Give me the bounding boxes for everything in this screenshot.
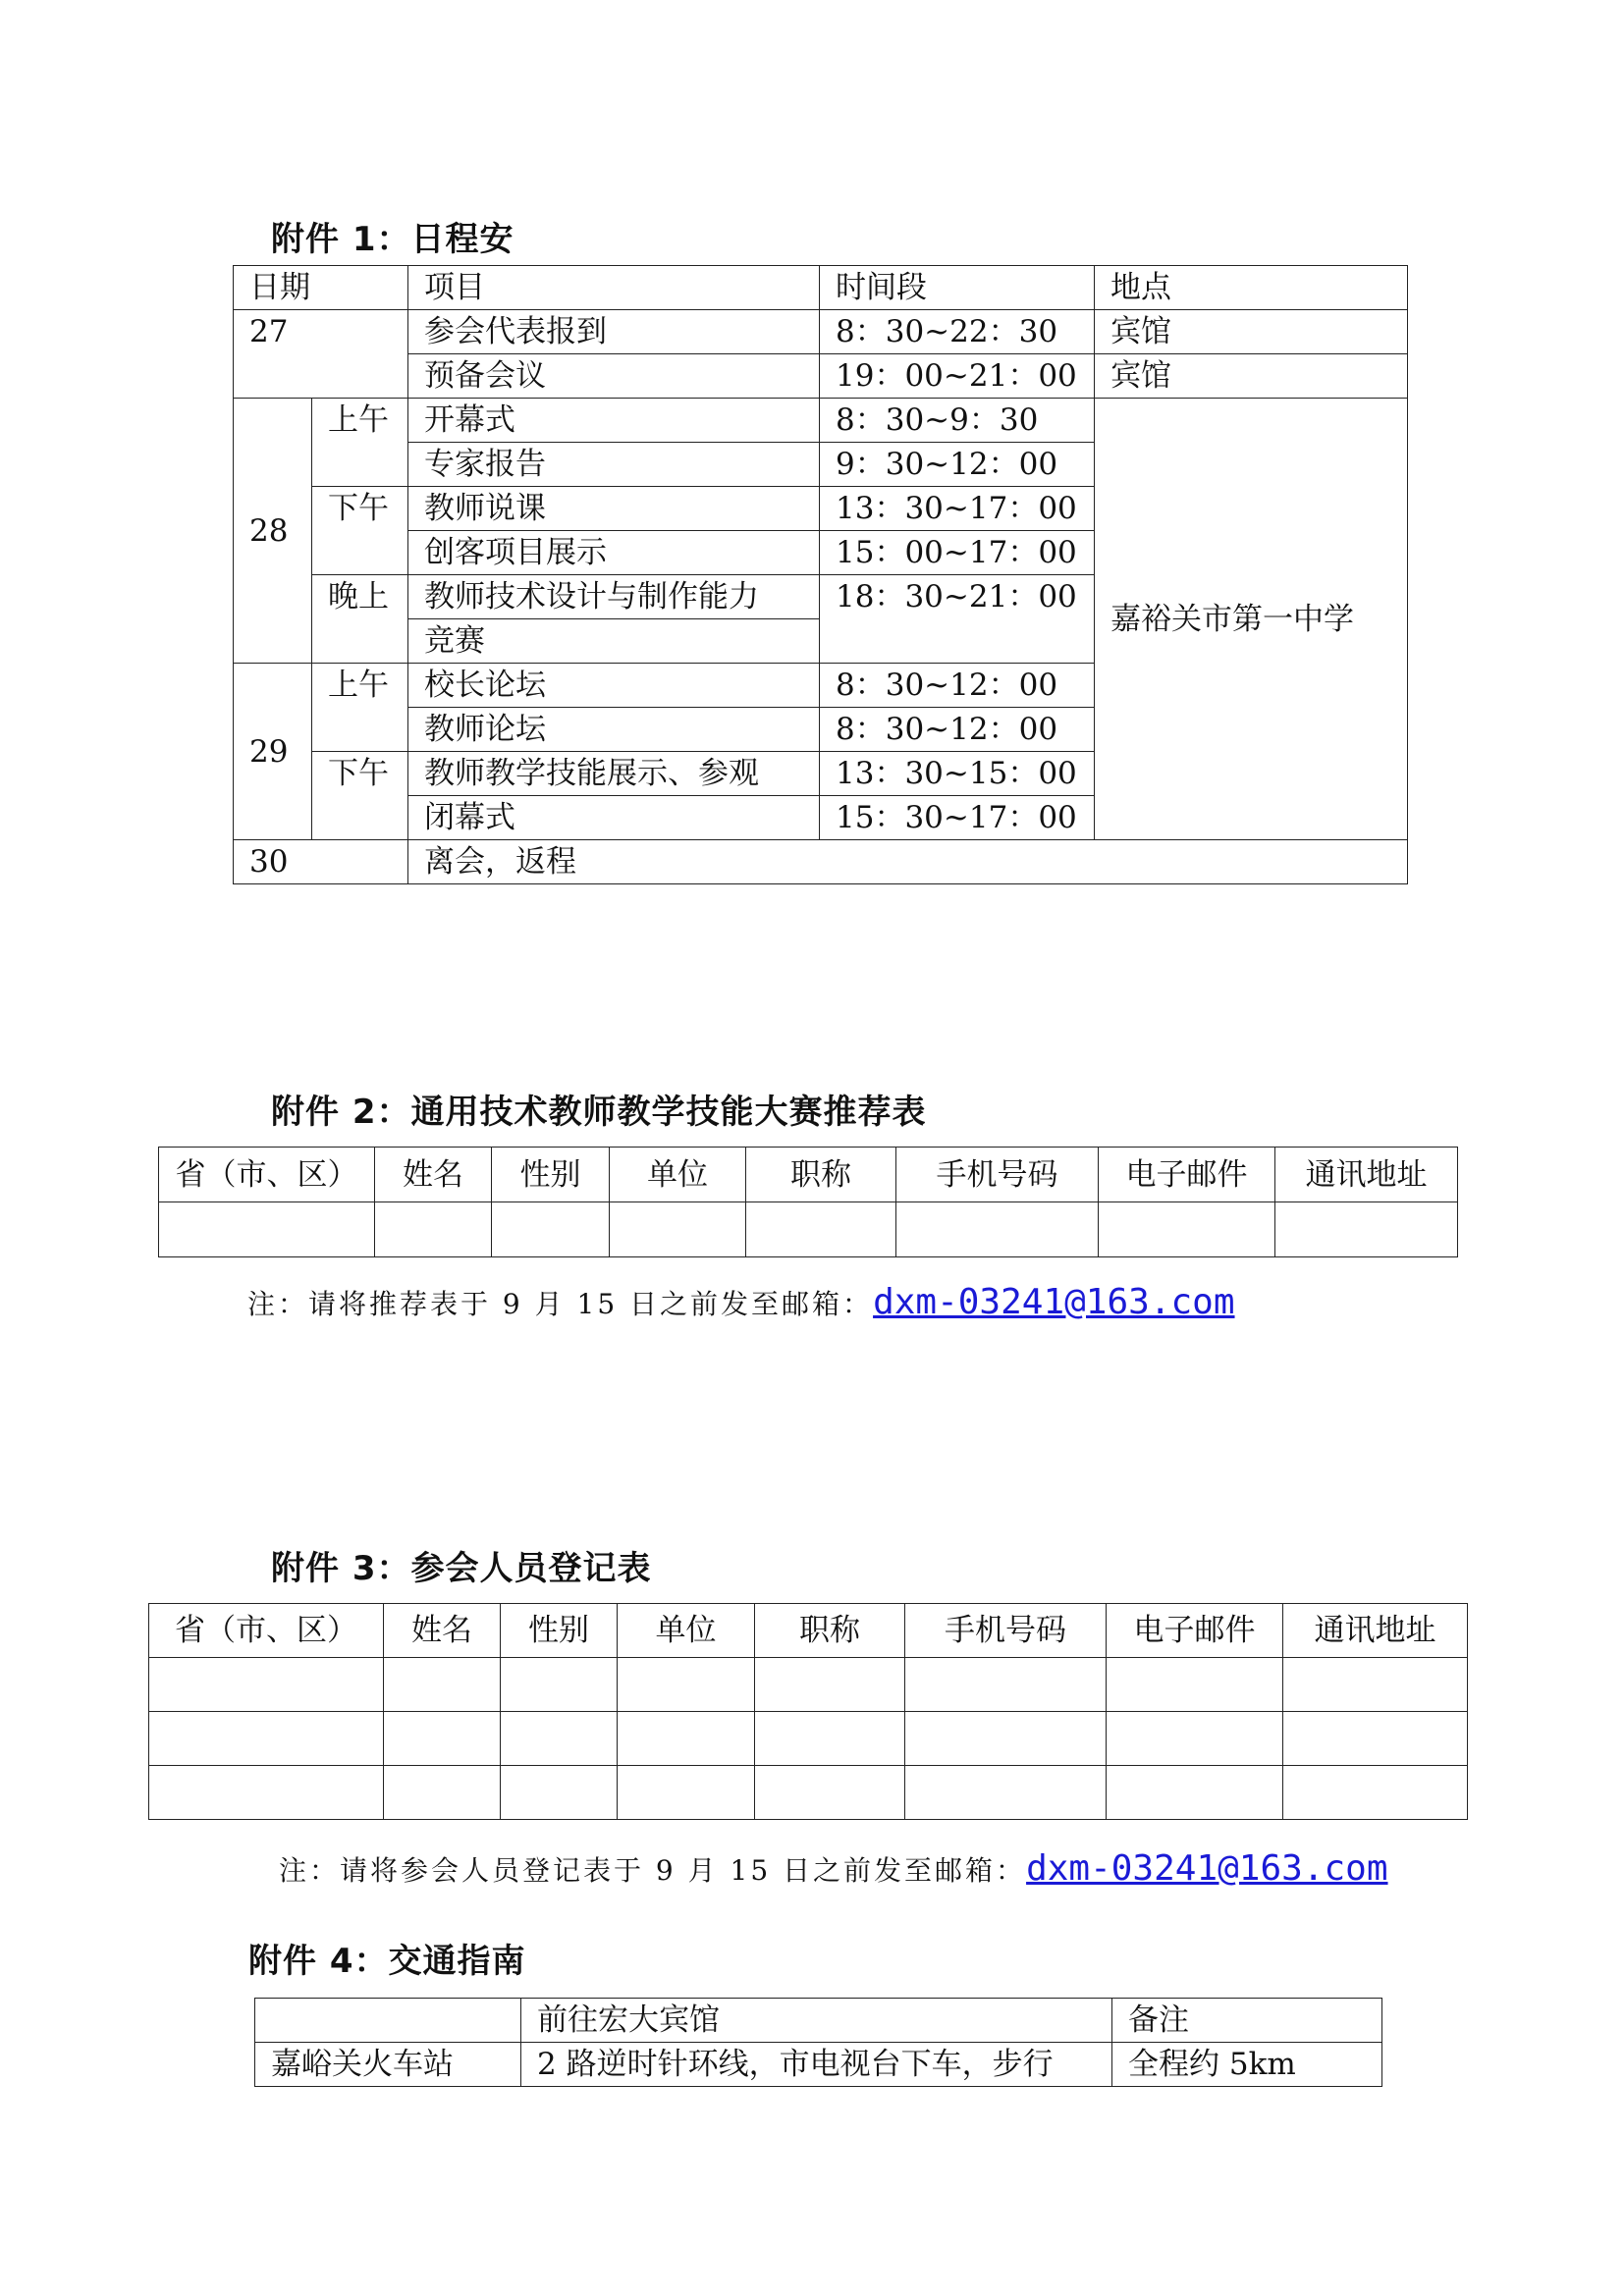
time-cell: 15：00~17：00 [820,531,1095,575]
empty-cell [159,1202,375,1257]
item-cell: 创客项目展示 [408,531,820,575]
table-row [159,1148,1458,1202]
item-cell: 专家报告 [408,443,820,487]
item-cell: 教师技术设计与制作能力 [408,575,820,619]
header-address: 通讯地址 [1275,1148,1458,1202]
period-am: 上午 [312,399,408,487]
period-pm: 下午 [312,487,408,575]
venue-cell: 嘉裕关市第一中学 [1095,399,1408,840]
place-cell: 宾馆 [1095,310,1408,354]
empty-cell [755,1766,905,1820]
table-row [149,1712,1468,1766]
remark-cell: 全程约 5km [1112,2043,1382,2087]
empty-cell [618,1712,755,1766]
header-title: 职称 [746,1148,896,1202]
header-blank [255,1999,521,2043]
table-row [149,1658,1468,1712]
empty-cell [375,1202,492,1257]
header-email: 电子邮件 [1099,1148,1275,1202]
header-unit: 单位 [610,1148,746,1202]
item-cell: 预备会议 [408,354,820,399]
table-row [234,840,1408,884]
empty-cell [1283,1658,1468,1712]
empty-cell [905,1658,1107,1712]
period-pm: 下午 [312,752,408,840]
header-name: 姓名 [384,1604,501,1658]
header-province: 省（市、区） [149,1604,384,1658]
registration-table [148,1603,1468,1820]
empty-cell [755,1712,905,1766]
empty-cell [1107,1766,1283,1820]
attachment3-heading: 附件 3：参会人员登记表 [271,1549,652,1588]
time-cell: 8：30~12：00 [820,708,1095,752]
table-row [159,1202,1458,1257]
item-cell: 教师论坛 [408,708,820,752]
empty-cell [1283,1712,1468,1766]
time-cell: 13：30~15：00 [820,752,1095,796]
date-28: 28 [234,399,312,664]
transport-table [254,1998,1382,2087]
empty-cell [149,1658,384,1712]
schedule-table [233,265,1408,884]
empty-cell [492,1202,610,1257]
table-row [149,1766,1468,1820]
header-item: 项目 [408,266,820,310]
empty-cell [618,1766,755,1820]
time-cell: 8：30~12：00 [820,664,1095,708]
item-cell: 离会，返程 [408,840,1408,884]
header-name: 姓名 [375,1148,492,1202]
item-cell: 参会代表报到 [408,310,820,354]
time-cell: 15：30~17：00 [820,796,1095,840]
attachment3-note [279,1848,1388,1889]
empty-cell [384,1712,501,1766]
note-text: 注：请将参会人员登记表于 9 月 15 日之前发至邮箱： [279,1854,1027,1887]
time-cell: 13：30~17：00 [820,487,1095,531]
empty-cell [501,1712,618,1766]
empty-cell [905,1766,1107,1820]
table-row [149,1604,1468,1658]
date-29: 29 [234,664,312,840]
header-phone: 手机号码 [896,1148,1099,1202]
item-cell: 校长论坛 [408,664,820,708]
empty-cell [1275,1202,1458,1257]
header-gender: 性别 [492,1148,610,1202]
header-place: 地点 [1095,266,1408,310]
header-province: 省（市、区） [159,1148,375,1202]
header-title: 职称 [755,1604,905,1658]
time-cell: 18：30~21：00 [820,575,1095,664]
item-cell: 闭幕式 [408,796,820,840]
attachment1-heading: 附件 1：日程安 [271,220,514,259]
empty-cell [1107,1658,1283,1712]
item-cell: 教师教学技能展示、参观 [408,752,820,796]
header-phone: 手机号码 [905,1604,1107,1658]
empty-cell [755,1658,905,1712]
empty-cell [149,1766,384,1820]
date-30: 30 [234,840,408,884]
item-cell: 开幕式 [408,399,820,443]
header-email: 电子邮件 [1107,1604,1283,1658]
header-route: 前往宏大宾馆 [521,1999,1112,2043]
table-row [234,310,1408,354]
empty-cell [501,1658,618,1712]
recommendation-table [158,1147,1458,1257]
note-text: 注：请将推荐表于 9 月 15 日之前发至邮箱： [247,1288,874,1320]
empty-cell [905,1712,1107,1766]
time-cell: 9：30~12：00 [820,443,1095,487]
empty-cell [746,1202,896,1257]
attachment2-note [247,1282,1235,1322]
time-cell: 8：30~22：30 [820,310,1095,354]
table-row [255,2043,1382,2087]
item-cell-continued: 竞赛 [408,619,820,664]
table-row [234,354,1408,399]
empty-cell [384,1766,501,1820]
empty-cell [384,1658,501,1712]
period-am: 上午 [312,664,408,752]
empty-cell [1107,1712,1283,1766]
email-link[interactable]: dxm-03241@163.com [1026,1848,1388,1889]
header-time: 时间段 [820,266,1095,310]
period-eve: 晚上 [312,575,408,664]
attachment4-heading: 附件 4：交通指南 [248,1942,526,1981]
email-link[interactable]: dxm-03241@163.com [873,1282,1235,1322]
empty-cell [501,1766,618,1820]
attachment2-heading: 附件 2：通用技术教师教学技能大赛推荐表 [271,1093,927,1132]
table-row [234,399,1408,443]
time-cell: 8：30~9：30 [820,399,1095,443]
empty-cell [618,1658,755,1712]
header-gender: 性别 [501,1604,618,1658]
item-cell: 教师说课 [408,487,820,531]
header-unit: 单位 [618,1604,755,1658]
table-row [255,1999,1382,2043]
empty-cell [149,1712,384,1766]
header-date: 日期 [234,266,408,310]
table-row [234,266,1408,310]
date-27: 27 [234,310,408,399]
empty-cell [610,1202,746,1257]
empty-cell [1283,1766,1468,1820]
route-cell: 2 路逆时针环线，市电视台下车，步行 [521,2043,1112,2087]
origin-cell: 嘉峪关火车站 [255,2043,521,2087]
place-cell: 宾馆 [1095,354,1408,399]
empty-cell [896,1202,1099,1257]
header-remark: 备注 [1112,1999,1382,2043]
empty-cell [1099,1202,1275,1257]
header-address: 通讯地址 [1283,1604,1468,1658]
time-cell: 19：00~21：00 [820,354,1095,399]
